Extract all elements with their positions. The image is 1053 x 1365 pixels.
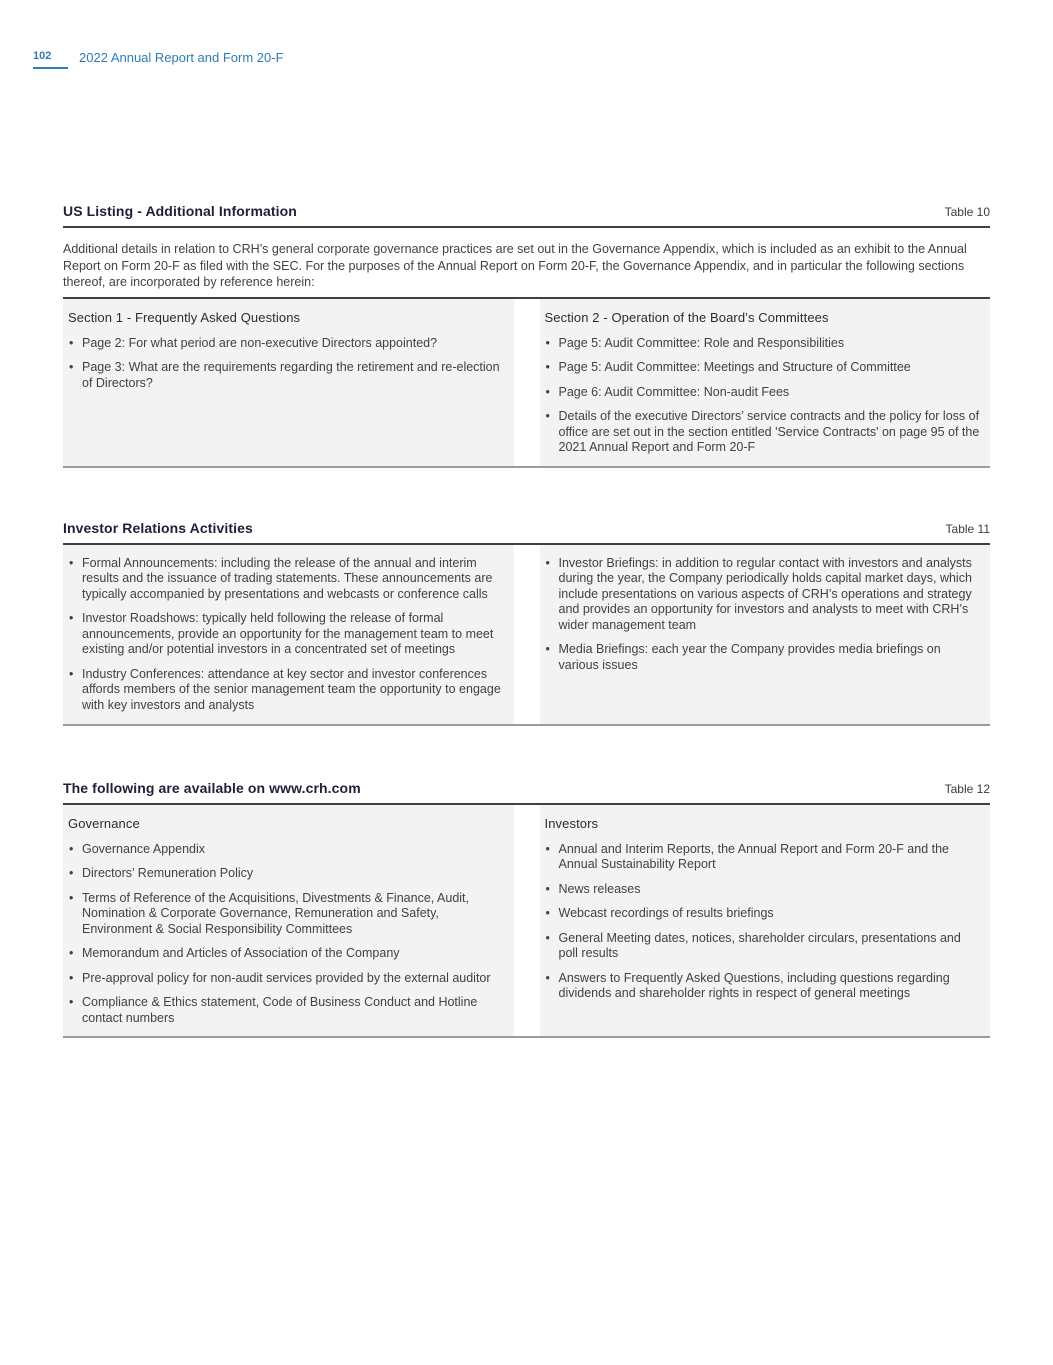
list-item: • Annual and Interim Reports, the Annual Report and Form 20-F and the Annual Sustainability Report bbox=[545, 842, 983, 873]
list-item: • Webcast recordings of results briefings bbox=[545, 906, 983, 922]
intro-paragraph: Additional details in relation to CRH’s general corporate governance practices are set out in the Governance Appendix, which is included as an exhibit to the Annual Report on Form 20-F as filed with the SEC. For the purposes of the Annual Report on Form 20-F, the Governance Appendix, and in particular the following sections thereof, are incorporated by reference herein: bbox=[63, 242, 967, 289]
list-item: • General Meeting dates, notices, shareholder circulars, presentations and poll results bbox=[545, 931, 983, 962]
list-item: • Directors’ Remuneration Policy bbox=[68, 866, 506, 882]
title-rule bbox=[63, 226, 990, 228]
panel-column bbox=[540, 805, 991, 1037]
bullet-list bbox=[545, 842, 983, 1002]
list-item: • News releases bbox=[545, 882, 983, 898]
list-item: • Investor Roadshows: typically held following the release of formal announcements, provide an opportunity for the management team to meet existing and/or potential investors in a concentrated set of meetings bbox=[68, 611, 506, 658]
table-panel bbox=[63, 297, 990, 468]
list-item: • Page 5: Audit Committee: Meetings and Structure of Committee bbox=[545, 360, 983, 376]
list-item: • Page 5: Audit Committee: Role and Responsibilities bbox=[545, 336, 983, 352]
list-item: • Page 2: For what period are non-executive Directors appointed? bbox=[68, 336, 506, 352]
panel-columns bbox=[63, 805, 990, 1037]
bullet-list bbox=[68, 556, 506, 714]
list-item: • Answers to Frequently Asked Questions, including questions regarding dividends and shareholder rights in respect of general meetings bbox=[545, 971, 983, 1002]
table-number-label: Table 10 bbox=[944, 205, 990, 219]
list-item: • Terms of Reference of the Acquisitions, Divestments & Finance, Audit, Nomination & Corporate Governance, Remuneration and Safety, Environment & Social Responsibility Committees bbox=[68, 891, 506, 938]
section-title-row bbox=[63, 520, 990, 536]
panel-column bbox=[63, 805, 514, 1037]
list-item: • Industry Conferences: attendance at key sector and investor conferences affords members of the senior management team the opportunity to engage with key investors and analysts bbox=[68, 667, 506, 714]
table-number-label: Table 11 bbox=[945, 521, 990, 536]
column-header: Governance bbox=[68, 815, 140, 831]
list-item: • Investor Briefings: in addition to regular contact with investors and analysts during the year, the Company periodically holds capital market days, which include presentations on various aspects of CRH’s operations and strategy and provides an opportunity for investors and analysts to meet with CRH’s wider management team bbox=[545, 556, 983, 634]
list-item: • Compliance & Ethics statement, Code of Business Conduct and Hotline contact numbers bbox=[68, 995, 506, 1026]
list-item: • Governance Appendix bbox=[68, 842, 506, 858]
section-title: Investor Relations Activities bbox=[63, 519, 253, 536]
section-title: The following are available on www.crh.com bbox=[63, 779, 361, 796]
panel-column bbox=[63, 299, 514, 466]
section-title-row bbox=[63, 780, 990, 796]
report-title: 2022 Annual Report and Form 20-F bbox=[79, 50, 284, 65]
section-title: US Listing - Additional Information bbox=[63, 203, 297, 219]
table-panel bbox=[63, 803, 990, 1039]
section-us-listing bbox=[63, 203, 990, 468]
section-title-row bbox=[63, 203, 990, 219]
list-item: • Pre-approval policy for non-audit services provided by the external auditor bbox=[68, 971, 506, 987]
list-item: • Memorandum and Articles of Association of the Company bbox=[68, 946, 506, 962]
page-content bbox=[63, 0, 990, 1038]
panel-column bbox=[63, 545, 514, 724]
list-item: • Media Briefings: each year the Company provides media briefings on various issues bbox=[545, 642, 983, 673]
page-number: 102 bbox=[33, 50, 68, 69]
table-number-label: Table 12 bbox=[944, 781, 990, 796]
panel-column bbox=[540, 545, 991, 724]
bullet-list bbox=[545, 336, 983, 456]
list-item: • Details of the executive Directors’ service contracts and the policy for loss of office are set out in the section entitled 'Service Contracts' on page 95 of the 2021 Annual Report and Form 20-F bbox=[545, 409, 983, 456]
column-header: Section 1 - Frequently Asked Questions bbox=[68, 309, 301, 325]
list-item: • Page 3: What are the requirements regarding the retirement and re-election of Directors? bbox=[68, 360, 506, 391]
panel-columns bbox=[63, 545, 990, 724]
bullet-list bbox=[545, 556, 983, 674]
list-item: • Formal Announcements: including the release of the annual and interim results and the issuance of trading statements. These announcements are typically accompanied by presentations and webcasts or conference calls bbox=[68, 556, 506, 603]
section-investor-relations bbox=[63, 520, 990, 726]
bullet-list bbox=[68, 842, 506, 1027]
section-available-on-website bbox=[63, 780, 990, 1039]
column-header: Section 2 - Operation of the Board’s Committees bbox=[544, 309, 829, 325]
table-panel bbox=[63, 543, 990, 726]
list-item: • Page 6: Audit Committee: Non-audit Fees bbox=[545, 385, 983, 401]
column-header: Investors bbox=[544, 815, 599, 831]
panel-column bbox=[540, 299, 991, 466]
panel-columns bbox=[63, 299, 990, 466]
bullet-list bbox=[68, 336, 506, 392]
